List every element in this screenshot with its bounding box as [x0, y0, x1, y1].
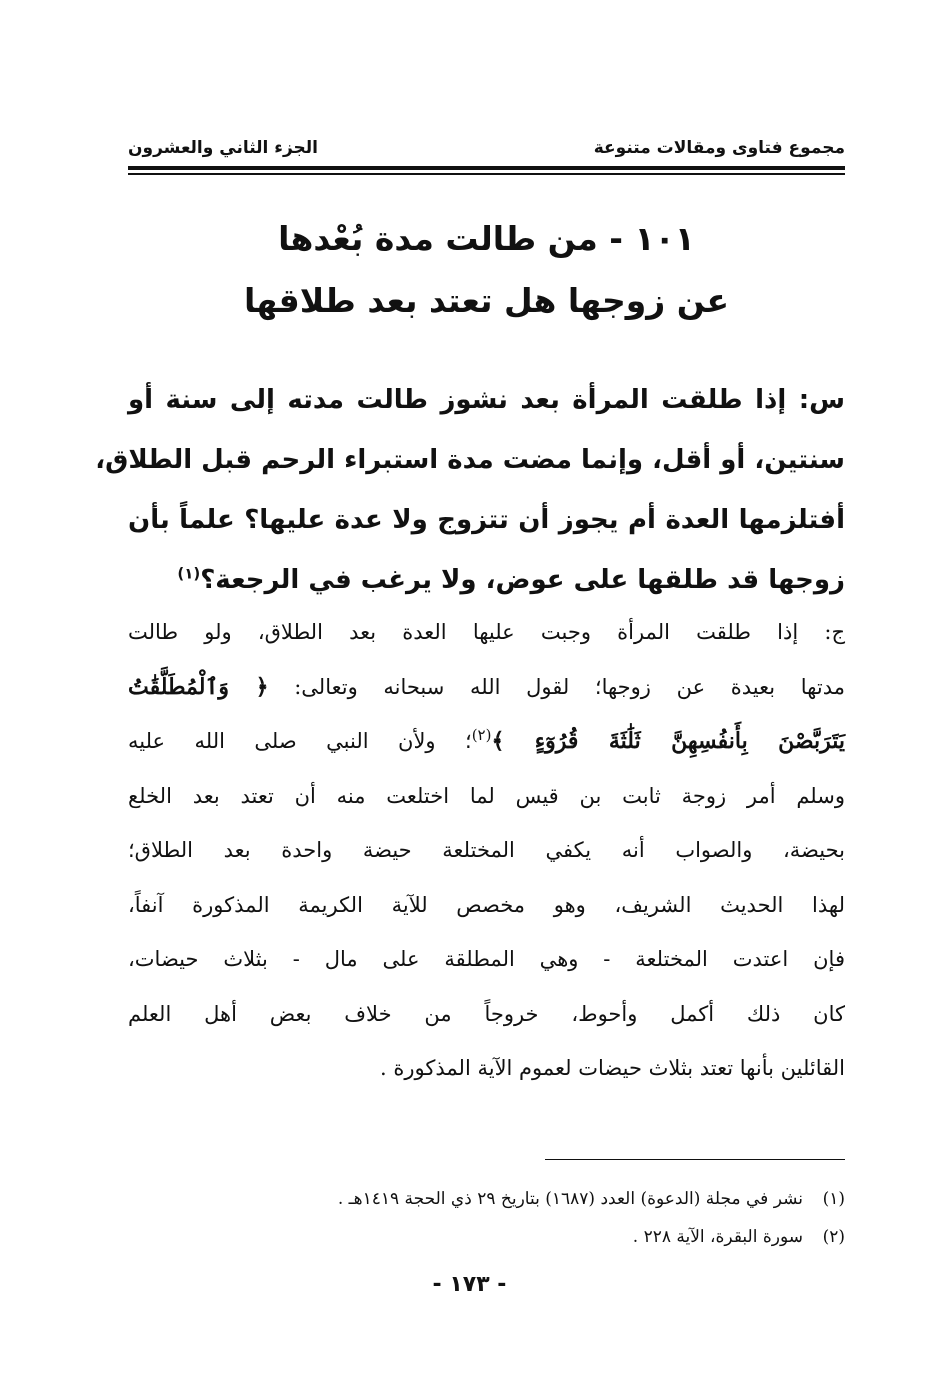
title-line-1: ١٠١ - من طالت مدة بُعْدها [278, 219, 695, 258]
answer-text: مدتها بعيدة عن زوجها؛ لقول الله سبحانه وتعالى: [294, 674, 845, 699]
header-rule [128, 166, 845, 175]
answer-line: لهذا الحديث الشريف، وهو مخصص للآية الكريمة المذكورة آنفاً، [128, 892, 845, 917]
fatwa-title [128, 208, 845, 332]
header-volume: الجزء الثاني والعشرون [128, 138, 319, 158]
question-line: زوجها قد طلقها على عوض، ولا يرغب في الرجعة؟ [200, 565, 845, 595]
footnote-item [128, 1180, 845, 1218]
question-line-last [128, 550, 845, 610]
answer-text: ؛ ولأن النبي صلى الله عليه [128, 729, 472, 753]
footnote-number: (٢) [822, 1227, 845, 1247]
answer-line: ج: إذا طلقت المرأة وجبت عليها العدة بعد الطلاق، ولو طالت [128, 620, 845, 644]
quran-verse-start: ﴿ وَٱلْمُطَلَّقَٰتُ [128, 673, 269, 700]
footnote-ref-1: (١) [177, 564, 201, 583]
running-header [128, 128, 845, 158]
quran-verse-end: يَتَرَبَّصْنَ بِأَنفُسِهِنَّ ثَلَٰثَةَ قُرُوٓءٍ ﴾ [491, 728, 845, 754]
question [95, 370, 845, 610]
question-line: أفتلزمها العدة أم يجوز أن تتزوج ولا عدة عليها؟ علماً بأن [128, 505, 845, 535]
page-number: - ١٧٣ - [432, 1272, 507, 1297]
footnote-item [128, 1218, 845, 1256]
answer-line [128, 714, 845, 769]
footnote-rule [545, 1159, 845, 1160]
answer-line: وسلم أمر زوجة ثابت بن قيس لما اختلعت منه أن تعتد بعد الخلع [128, 783, 845, 808]
answer-line-last: القائلين بأنها تعتد بثلاث حيضات لعموم الآية المذكورة . [380, 1056, 845, 1080]
answer-line: بحيضة، والصواب أنه يكفي المختلعة حيضة واحدة بعد الطلاق؛ [128, 838, 845, 862]
answer-line: فإن اعتدت المختلعة - وهي المطلقة على مال - بثلاث حيضات، [128, 947, 845, 971]
footnotes [128, 1180, 845, 1256]
question-line: سنتين، أو أقل، وإنما مضت مدة استبراء الرحم قبل الطلاق، [95, 445, 845, 475]
footnote-number: (١) [822, 1189, 845, 1209]
answer-line [128, 660, 845, 715]
header-book-title: مجموع فتاوى ومقالات متنوعة [593, 138, 845, 158]
answer-line: كان ذلك أكمل وأحوط، خروجاً من خلاف بعض أهل العلم [128, 1001, 845, 1026]
footnote-text: نشر في مجلة (الدعوة) العدد (١٦٨٧) بتاريخ ٢٩ ذي الحجة ١٤١٩هـ . [337, 1189, 803, 1209]
footnote-ref-2: (٢) [471, 726, 492, 744]
title-line-2: عن زوجها هل تعتد بعد طلاقها [243, 281, 730, 320]
footnote-text: سورة البقرة، الآية ٢٢٨ . [632, 1227, 803, 1247]
question-line: س: إذا طلقت المرأة بعد نشوز طالت مدته إلى سنة أو [128, 385, 845, 415]
answer [128, 605, 845, 1096]
